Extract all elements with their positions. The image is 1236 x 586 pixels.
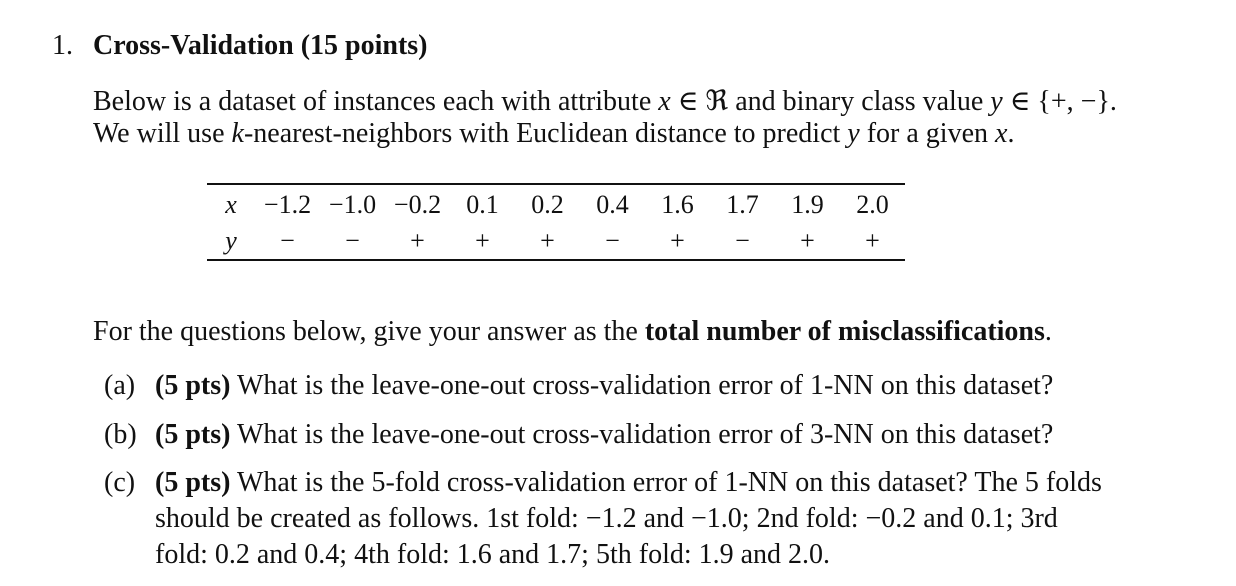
- math-var-x: x: [658, 86, 671, 117]
- x-value: 1.7: [726, 190, 759, 219]
- x-value: 0.2: [531, 190, 564, 219]
- x-value: 0.4: [596, 190, 629, 219]
- instructions-text: .: [1044, 316, 1052, 347]
- x-value: 1.6: [661, 190, 694, 219]
- y-value: +: [410, 226, 425, 255]
- question-c-line-1: [155, 467, 1102, 499]
- question-text: What is the 5-fold cross-validation error of 1-NN on this dataset? The 5 folds: [230, 467, 1102, 498]
- y-row: [207, 223, 905, 260]
- y-value: −: [280, 226, 295, 255]
- intro-text: -nearest-neighbors with Euclidean distance to predict: [243, 118, 848, 149]
- question-c-line-3: fold: 0.2 and 0.4; 4th fold: 1.6 and 1.7; 5th fold: 1.9 and 2.0.: [155, 539, 831, 570]
- instructions-text: For the questions below, give your answer as the: [93, 316, 645, 347]
- x-value: 0.1: [466, 190, 499, 219]
- question-points: (5 pts): [155, 467, 231, 498]
- intro-text: .: [1007, 118, 1015, 149]
- math-var-y: y: [847, 118, 860, 149]
- y-value: +: [800, 226, 815, 255]
- question-c-label: (c): [104, 467, 136, 498]
- problem-title: Cross-Validation (15 points): [93, 30, 428, 61]
- x-header: x: [225, 190, 237, 219]
- math-var-k: k: [231, 118, 244, 149]
- y-value: −: [605, 226, 620, 255]
- question-c-line-2: should be created as follows. 1st fold: −1.2 and −1.0; 2nd fold: −0.2 and 0.1; 3rd: [155, 503, 1058, 534]
- intro-line-1: [93, 84, 1117, 118]
- math-in-reals: ∈ ℜ: [670, 86, 729, 117]
- intro-text: We will use: [93, 118, 232, 149]
- intro-text: Below is a dataset of instances each with attribute: [93, 86, 659, 117]
- question-a-label: (a): [104, 370, 136, 401]
- y-value: −: [345, 226, 360, 255]
- math-class-set: ∈ {+, −}.: [1002, 86, 1117, 117]
- y-value: +: [865, 226, 880, 255]
- y-value: −: [735, 226, 750, 255]
- x-value: 2.0: [856, 190, 889, 219]
- math-var-x: x: [995, 118, 1008, 149]
- intro-text: and binary class value: [728, 86, 991, 117]
- question-a: [155, 370, 1053, 402]
- question-text: What is the leave-one-out cross-validation error of 1-NN on this dataset?: [230, 370, 1054, 401]
- x-value: −1.2: [263, 190, 312, 219]
- instructions-emphasis: total number of misclassifications: [644, 316, 1045, 347]
- math-var-y: y: [990, 86, 1003, 117]
- question-b-label: (b): [104, 419, 137, 450]
- question-points: (5 pts): [155, 370, 231, 401]
- y-header: y: [225, 226, 237, 255]
- question-b: [155, 419, 1053, 451]
- problem-number: 1.: [52, 30, 73, 61]
- question-text: What is the leave-one-out cross-validation error of 3-NN on this dataset?: [230, 419, 1054, 450]
- question-points: (5 pts): [155, 419, 231, 450]
- intro-text: for a given: [859, 118, 996, 149]
- x-value: 1.9: [791, 190, 824, 219]
- x-row: [207, 184, 905, 223]
- instructions: [93, 316, 1052, 348]
- x-value: −1.0: [328, 190, 377, 219]
- y-value: +: [475, 226, 490, 255]
- y-value: +: [540, 226, 555, 255]
- x-value: −0.2: [393, 190, 442, 219]
- intro-line-2: [93, 118, 1014, 150]
- y-value: +: [670, 226, 685, 255]
- dataset-table: [207, 183, 905, 261]
